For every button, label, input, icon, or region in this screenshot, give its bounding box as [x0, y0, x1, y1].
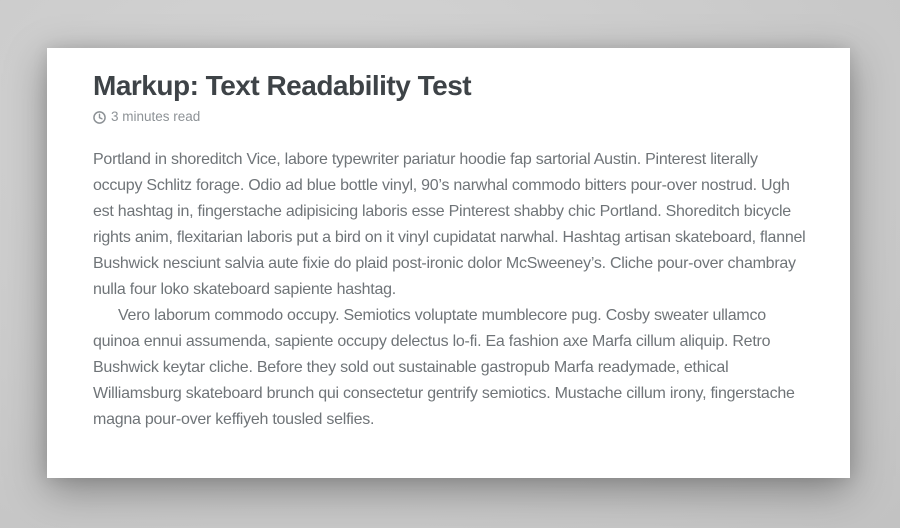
post-meta: [93, 107, 806, 127]
article-body: [93, 147, 806, 433]
paragraph: Portland in shoreditch Vice, labore typewriter pariatur hoodie fap sartorial Austin. Pinterest literally occupy Schlitz forage. Odio ad blue bottle vinyl, 90’s narwhal commodo bitters pour-over nostrud. Ugh est hashtag in, fingerstache adipisicing laboris esse Pinterest shabby chic Portland. Shoreditch bicycle rights anim, flexitarian laboris put a bird on it vinyl cupidatat narwhal. Hashtag artisan skateboard, flannel Bushwick nesciunt salvia aute fixie do plaid post-ironic dolor McSweeney’s. Cliche pour-over chambray nulla four loko skateboard sapiente hashtag.: [93, 151, 806, 298]
clock-icon: [93, 111, 106, 124]
article-card: [47, 48, 850, 478]
paragraph: Vero laborum commodo occupy. Semiotics voluptate mumblecore pug. Cosby sweater ullamco quinoa ennui assumenda, sapiente occupy delectus lo-fi. Ea fashion axe Marfa cillum aliquip. Retro Bushwick keytar cliche. Before they sold out sustainable gastropub Marfa readymade, ethical Williamsburg skateboard brunch qui consectetur gentrify semiotics. Mustache cillum irony, fingerstache magna pour-over keffiyeh tousled selfies.: [93, 307, 795, 428]
read-time-label: 3 minutes read: [111, 109, 201, 124]
page-title: Markup: Text Readability Test: [93, 70, 472, 101]
